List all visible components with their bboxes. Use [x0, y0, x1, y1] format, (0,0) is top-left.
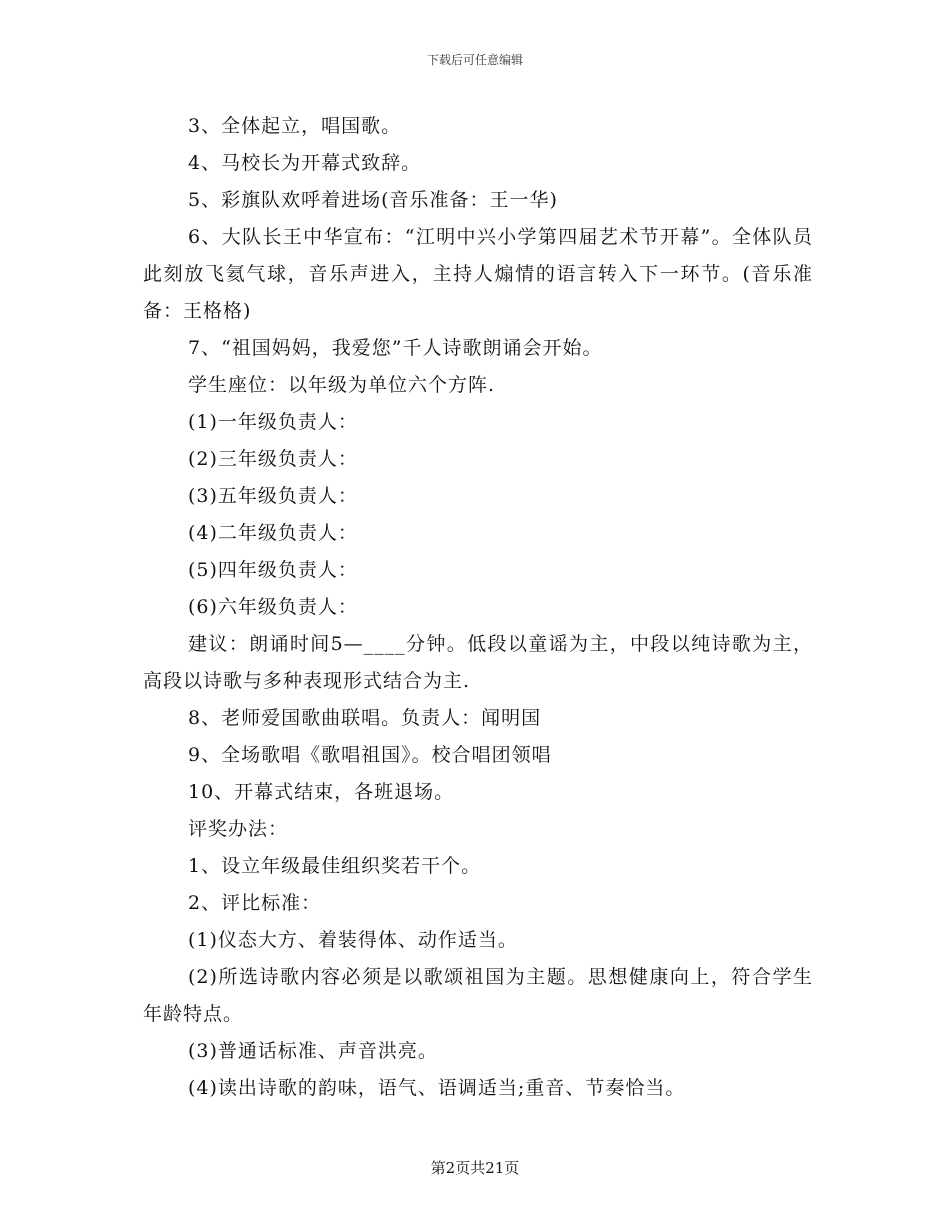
paragraph-item-8: 8、老师爱国歌曲联唱。负责人：闻明国 [188, 707, 542, 729]
paragraph-item-3: 3、全体起立，唱国歌。 [188, 115, 402, 137]
paragraph-grade-4: (5)四年级负责人： [188, 559, 358, 581]
paragraph-item-7: 7、“祖国妈妈，我爱您”千人诗歌朗诵会开始。 [188, 337, 603, 359]
paragraph-item-6: 6、大队长王中华宣布：“江明中兴小学第四届艺术节开幕”。全体队员此刻放飞氦气球，音乐声进入，主持人煽情的语言转入下一环节。(音乐准备：王格格) [143, 226, 813, 322]
paragraph-item-9: 9、全场歌唱《歌唱祖国》。校合唱团领唱 [188, 744, 552, 766]
paragraph-grade-5: (3)五年级负责人： [188, 485, 358, 507]
paragraph-grade-6: (6)六年级负责人： [188, 596, 358, 618]
paragraph-grade-2: (4)二年级负责人： [188, 522, 358, 544]
paragraph-item-10: 10、开幕式结束，各班退场。 [188, 781, 455, 803]
paragraph-seating: 学生座位：以年级为单位六个方阵. [188, 374, 496, 396]
paragraph-criterion-3: (3)普通话标准、声音洪亮。 [188, 1040, 438, 1062]
page-header: 下载后可任意编辑 [426, 53, 523, 67]
paragraph-award-2: 2、评比标准： [188, 892, 322, 914]
document-body [143, 108, 813, 1107]
paragraph-grade-3: (2)三年级负责人： [188, 448, 358, 470]
paragraph-award-title: 评奖办法： [188, 818, 289, 840]
paragraph-criterion-2: (2)所选诗歌内容必须是以歌颂祖国为主题。思想健康向上，符合学生年龄特点。 [143, 966, 813, 1025]
paragraph-grade-1: (1)一年级负责人： [188, 411, 358, 433]
paragraph-suggestion: 建议：朗诵时间5—____分钟。低段以童谣为主，中段以纯诗歌为主，高段以诗歌与多种表现形式结合为主. [143, 633, 813, 692]
paragraph-item-4: 4、马校长为开幕式致辞。 [188, 152, 422, 174]
paragraph-criterion-4: (4)读出诗歌的韵味，语气、语调适当;重音、节奏恰当。 [188, 1077, 686, 1099]
paragraph-item-5: 5、彩旗队欢呼着进场(音乐准备：王一华) [188, 189, 558, 211]
paragraph-criterion-1: (1)仪态大方、着装得体、动作适当。 [188, 929, 518, 951]
page-footer: 第2页共21页 [430, 1159, 520, 1177]
paragraph-award-1: 1、设立年级最佳组织奖若干个。 [188, 855, 482, 877]
